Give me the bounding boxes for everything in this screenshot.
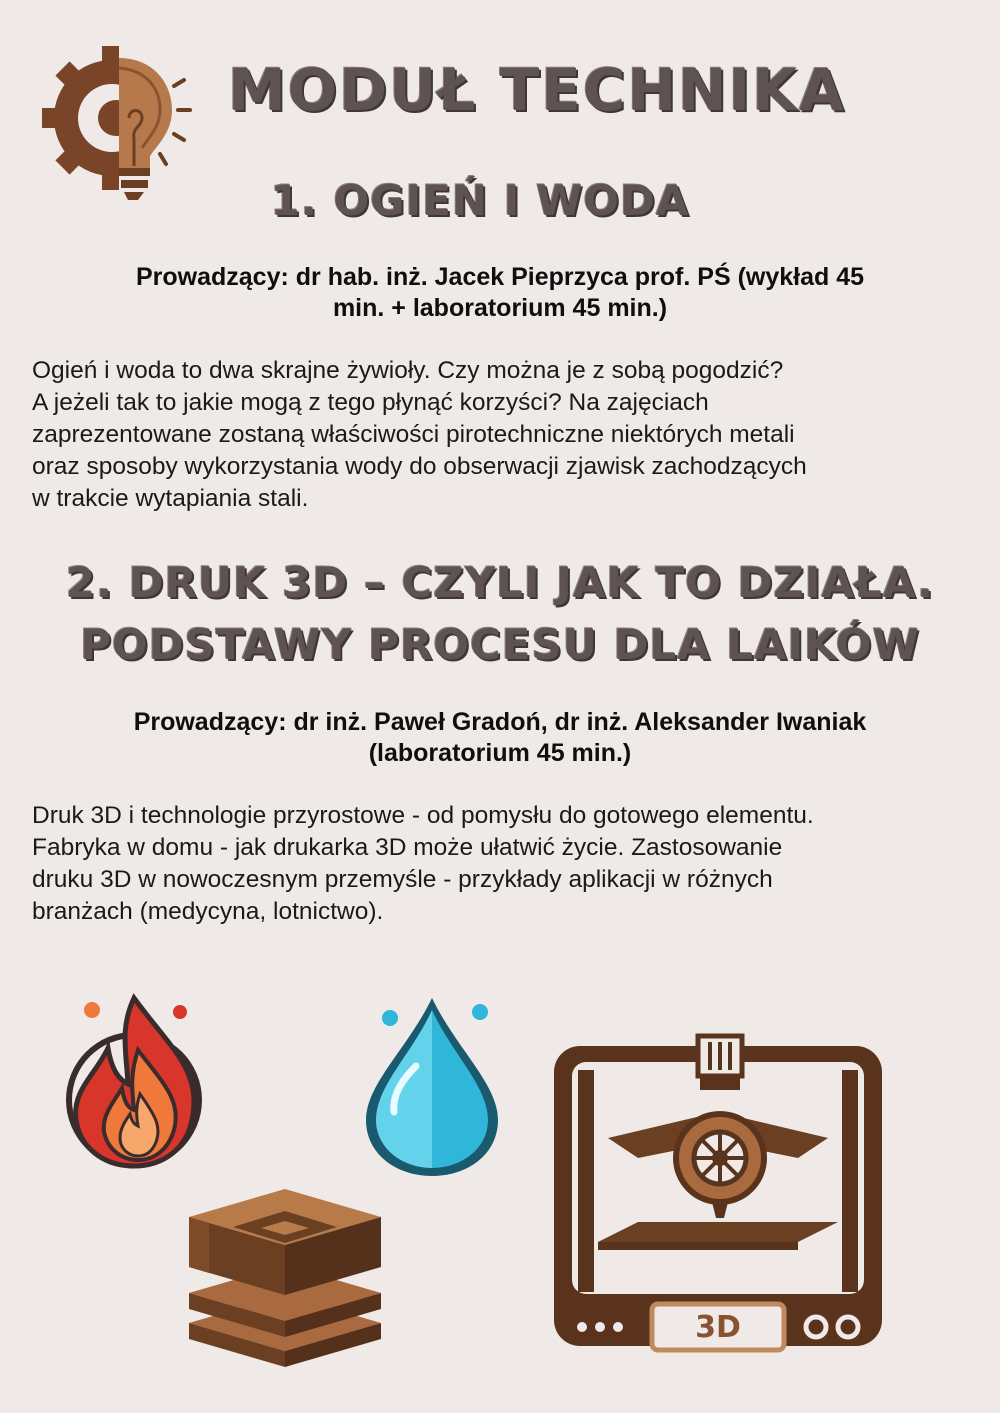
section1-body-line: zaprezentowane zostaną właściwości pirotechniczne niektórych metali xyxy=(32,421,795,448)
gear-bulb-icon xyxy=(24,26,194,201)
section2-body-line: Fabryka w domu - jak drukarka 3D może ułatwić życie. Zastosowanie xyxy=(32,834,783,861)
section2-heading-line: 2. DRUK 3D – CZYLI JAK TO DZIAŁA. xyxy=(65,558,935,607)
section1-body-line: w trakcie wytapiania stali. xyxy=(32,485,309,512)
section2-lecturer-line: (laboratorium 45 min.) xyxy=(368,739,632,767)
section1-heading: 1. OGIEŃ I WODA xyxy=(270,176,690,225)
section1-description xyxy=(32,355,972,515)
section2-body-line: branżach (medycyna, lotnictwo). xyxy=(32,898,384,925)
section1-lecturer xyxy=(40,262,960,324)
section1-body-line: A jeżeli tak to jakie mogą z tego płynąć korzyści? Na zajęciach xyxy=(32,389,709,416)
section2-lecturer-line: Prowadzący: dr inż. Paweł Gradoń, dr inż. Aleksander Iwaniak xyxy=(133,708,867,736)
section1-lecturer-line: min. + laboratorium 45 min.) xyxy=(332,294,668,322)
section2-body-line: druku 3D w nowoczesnym przemyśle - przykłady aplikacji w różnych xyxy=(32,866,773,893)
section1-body-line: Ogień i woda to dwa skrajne żywioły. Czy można je z sobą pogodzić? xyxy=(32,357,784,384)
flame-icon xyxy=(62,990,212,1175)
section2-heading-line: PODSTAWY PROCESU DLA LAIKÓW xyxy=(80,620,920,669)
section1-body-line: oraz sposoby wykorzystania wody do obserwacji zjawisk zachodzących xyxy=(32,453,807,480)
printer-label: 3D xyxy=(695,1310,741,1345)
section1-lecturer-line: Prowadzący: dr hab. inż. Jacek Pieprzyca prof. PŚ (wykład 45 xyxy=(135,263,865,291)
3d-printer-icon xyxy=(548,1030,888,1380)
page-title: MODUŁ TECHNIKA xyxy=(228,56,846,124)
layers-icon xyxy=(185,1185,385,1370)
water-drop-icon xyxy=(360,992,510,1182)
section2-heading xyxy=(0,552,1000,676)
section2-lecturer xyxy=(40,707,960,769)
section2-description xyxy=(32,800,972,928)
section2-body-line: Druk 3D i technologie przyrostowe - od pomysłu do gotowego elementu. xyxy=(32,802,814,829)
